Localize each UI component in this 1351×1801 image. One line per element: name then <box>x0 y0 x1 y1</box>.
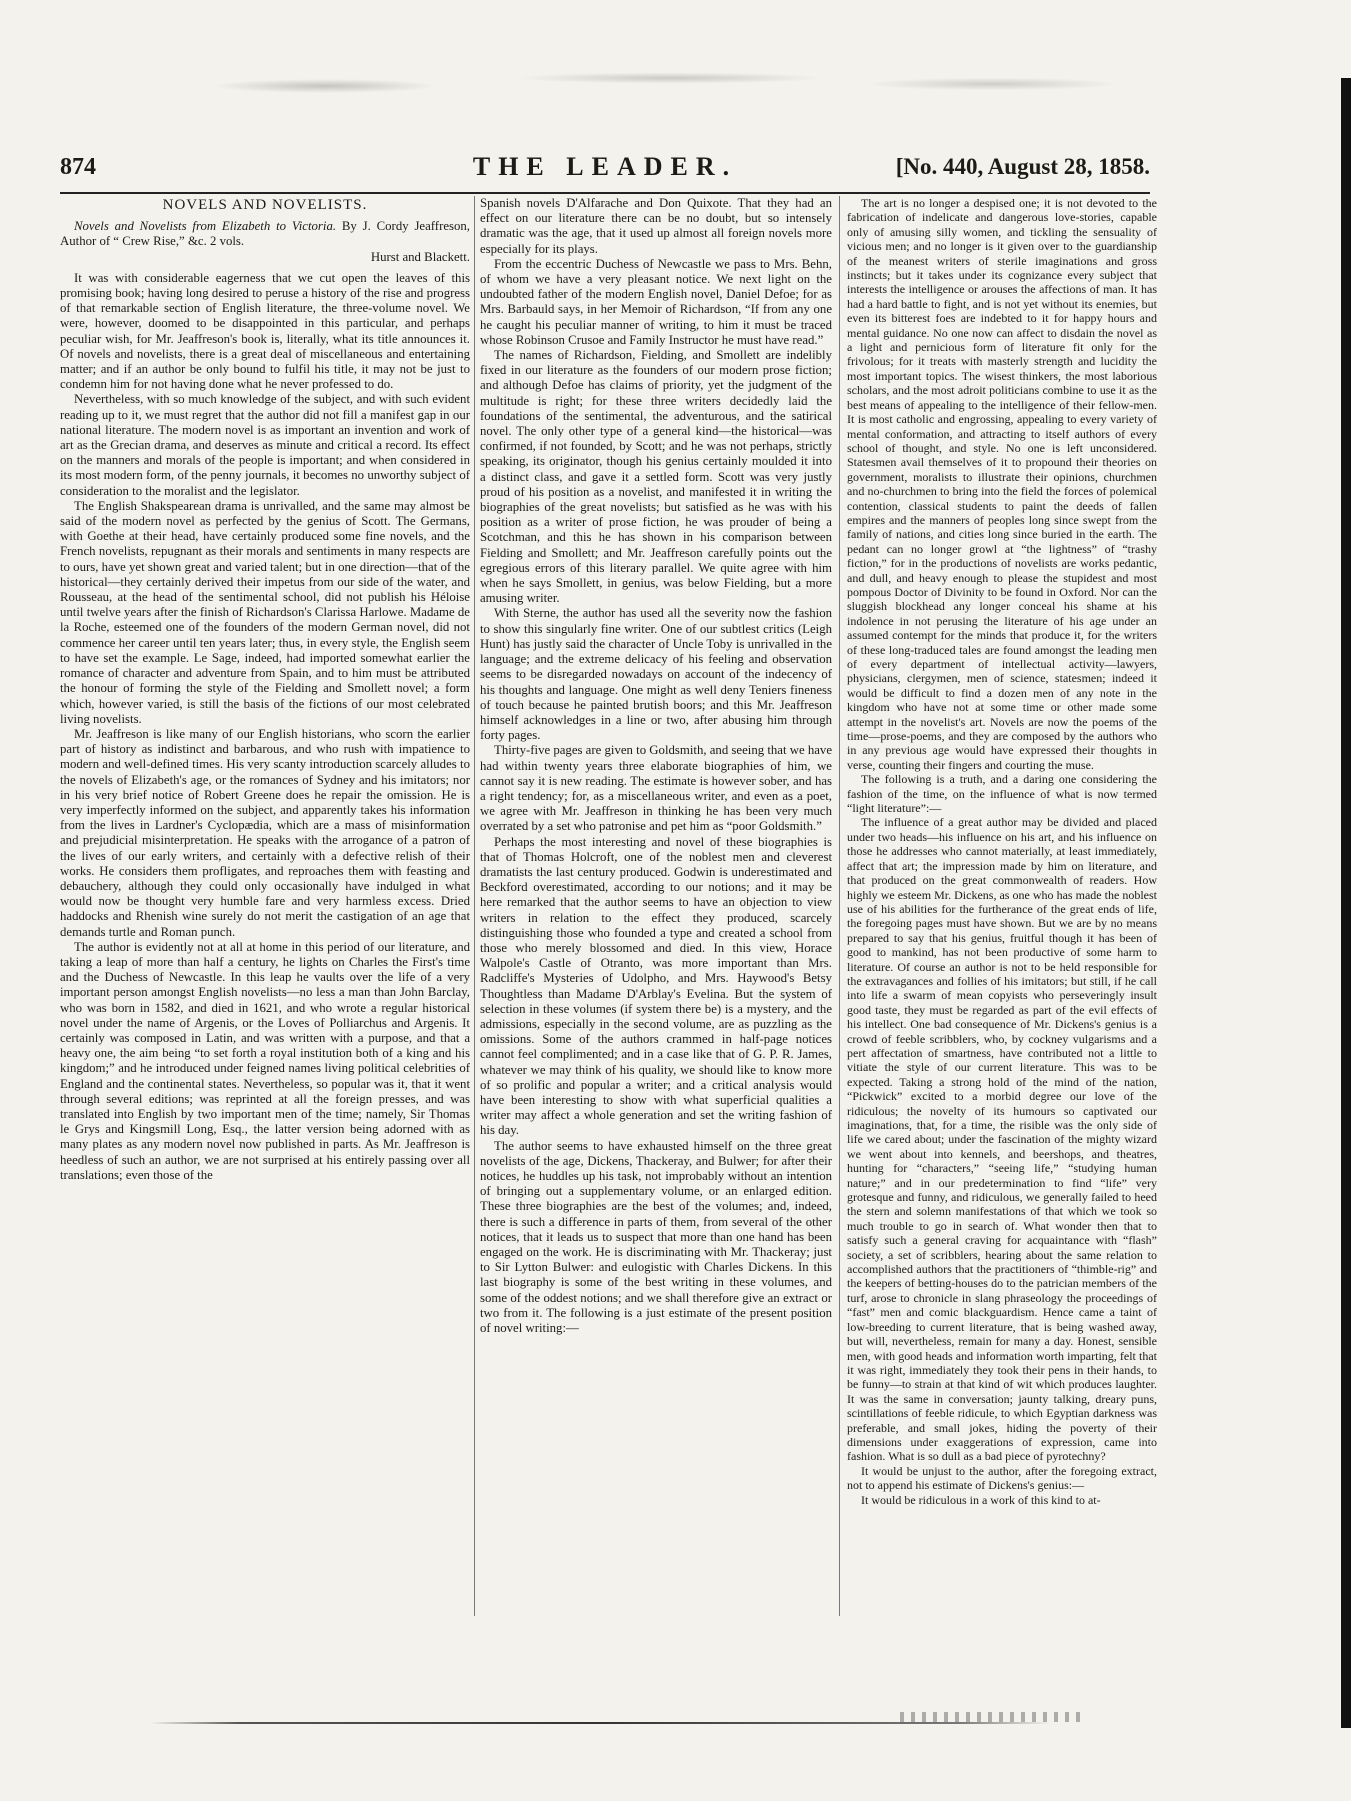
print-specks <box>900 1712 1080 1722</box>
paragraph: With Sterne, the author has used all the severity now the fashion to show this singularly fine writer. One of our subtlest critics (Leigh Hunt) has justly said the character of Uncle Toby is unrivalled in the language; and the extreme delicacy of his feeling and observation seems to be disregarded nowadays on account of the indecency of his thoughts and language. One might as well deny Teniers fineness of touch because he painted brutish boors; and this Mr. Jeaffreson himself acknowledges in a line or two, after abusing him through forty pages. <box>480 606 832 743</box>
paragraph: The author seems to have exhausted himself on the three great novelists of the age, Dickens, Thackeray, and Bulwer; for after their notices, he huddles up his task, not improbably without an intention of bringing out a supplementary volume, or an enlarged edition. These three biographies are the best of the volumes; and, indeed, there is such a difference in parts of them, from several of the other notices, that it leads us to suspect that more than one hand has been engaged on the work. He is discriminating with Mr. Thackeray; just to Sir Lytton Bulwer: and eulogistic with Charles Dickens. In this last biography is some of the best writing in these volumes, and some of the oddest notions; and we shall therefore give an extract or two from it. The following is a just estimate of the present position of novel writing:— <box>480 1138 832 1336</box>
paragraph: Spanish novels D'Alfarache and Don Quixote. That they had an effect on our literature there can be no doubt, but so intensely dramatic was the age, that it used up almost all foreign novels more especially for its plays. <box>480 196 832 256</box>
page-number: 874 <box>60 154 96 180</box>
quoted-paragraph: The influence of a great author may be divided and placed under two heads—his influence on his art, and his influence on those he addresses who cannot materially, at least immediately, affect that art; the impression made by him on literature, and that produced on the great commonwealth of readers. How highly we esteem Mr. Dickens, as one who has made the noblest use of his abilities for the furtherance of the great ends of life, the foregoing pages must have shown. But we are by no means prepared to say that his genius, fruitful though it has been of good to mankind, has not been productive of some harm to literature. Of course an author is not to be held responsible for the extravagances and follies of his imitators; but still, if he call into life a swarm of mean copyists who perseveringly insult good taste, they must be regarded as part of the evil effects of his intellect. One bad consequence of Mr. Dickens's genius is a crowd of feeble scribblers, who, by cockney vulgarisms and a pert affectation of smartness, have contributed not a little to vitiate the style of our current literature. This was to be expected. Taking a strong hold of the mind of the nation, “Pickwick” excited to a morbid degree our love of the ridiculous; the novelty of its humours so captivated our imaginations, that, for a time, the risible was the only side of life we cared about; under the fascination of the mighty wizard we went about into kennels, and beershops, and theatres, hunting for “characters,” “seeing life,” “studying human nature;” and in our predetermination to find “life” very grotesque and funny, and ridiculous, we generally failed to heed the stern and solemn manifestations of that which we took so much trouble to go in search of. What wonder then that to satisfy such a general craving for acquaintance with “flash” society, a set of scribblers, hearing about the same relation to accomplished authors that the practitioners of “thimble-rig” and the keepers of betting-houses do to the patrician members of the turf, arose to chronicle in slang phraseology the proceedings of “fast” men and comic blackguardism. Hence came a taint of low-breeding to current literature, that is being washed away, but will, nevertheless, remain for many a day. Honest, sensible men, with good heads and information worth imparting, felt that it was right, immediately they took their pens in their hands, to be funny—to strain at that kind of wit which produces laughter. It was the same in conversation; jaunty talking, dreary puns, scintillations of feeble ridicule, to which Egyptian darkness was preferable, and small jokes, hiding the poverty of their dimensions under exaggerations of expression, came into fashion. What is so dull as a bad piece of pyrotechny? <box>847 815 1157 1464</box>
paragraph: Nevertheless, with so much knowledge of the subject, and with such evident reading up to it, we must regret that the author did not fill a manifest gap in our national literature. The modern novel is as important an invention and work of art as the Grecian drama, and deserves as minute and critical a record. Its effect on the manners and morals of the people is important; and when considered in its most modern form, of the penny journals, it becomes no unworthy subject of consideration to the moralist and the legislator. <box>60 392 470 498</box>
column-1 <box>60 196 470 1616</box>
paragraph: Perhaps the most interesting and novel of these biographies is that of Thomas Holcroft, one of the noblest men and cleverest dramatists the last century produced. Godwin is underestimated and Beckford overestimated, according to our notions; and it may be here remarked that the author seems to have an objection to view writers in relation to the effect they produced, scarcely distinguishing those who founded a type and created a school from those who merely blossomed and died. In this view, Horace Walpole's Castle of Otranto, was more important than Mrs. Radcliffe's Mysteries of Udolpho, and Mrs. Haywood's Betsy Thoughtless than Madame D'Arblay's Evelina. But the system of selection in these volumes (if system there be) is a mystery, and the admissions, especially in the second volume, are as puzzling as the omissions. Some of the authors crammed in half-page notices cannot feel complimented; and in a case like that of G. P. R. James, whatever we may think of his quality, we should like to know more of so prolific and popular a writer; and a critical analysis would have been interesting to show with what superficial qualities a writer may affect a whole generation and set the writing fashion of his day. <box>480 834 832 1138</box>
paragraph: It would be unjust to the author, after the foregoing extract, not to append his estimate of Dickens's genius:— <box>847 1463 1157 1493</box>
column-3 <box>847 196 1157 1616</box>
paragraph: The following is a truth, and a daring one considering the fashion of the time, on the influence of what is now termed “light literature”:— <box>847 772 1157 816</box>
book-reference <box>60 219 470 265</box>
column-2 <box>480 196 832 1616</box>
masthead <box>60 150 1150 194</box>
paragraph: The names of Richardson, Fielding, and Smollett are indelibly fixed in our literature as the founders of our modern prose fiction; and although Defoe has claims of priority, yet the judgment of the multitude is right; for these three writers decidedly laid the foundations of the sentimental, the adventurous, and the satirical novel. The only other type of a general kind—the historical—was confirmed, if not founded, by Scott; and he was not perhaps, strictly speaking, its originator, though his genius certainly moulded it into a distinct class, and gave it a settled form. Scott was very justly proud of his position as a novelist, and manifested it in writing the biographies of the great novelists; but satisfied as he was with his position as a writer of prose fiction, he was prouder of being a Scotchman, and this he has shown in his comparison between Fielding and Smollett; and Mr. Jeaffreson carefully points out the egregious errors of this literary parallel. We quite agree with him when he says Smollett, in genius, was below Fielding, but a more amusing writer. <box>480 348 832 606</box>
page-edge-shadow <box>1341 78 1351 1728</box>
newspaper-title: THE LEADER. <box>472 152 738 181</box>
paragraph: From the eccentric Duchess of Newcastle we pass to Mrs. Behn, of whom we have a very pleasant notice. We next light on the undoubted father of the modern English novel, Daniel Defoe; for as Mrs. Barbauld says, in her Memoir of Richardson, “If from any one he caught his peculiar manner of writing, to him it must be traced whose Robinson Crusoe and Family Instructor he must have read.” <box>480 256 832 347</box>
paragraph: The author is evidently not at all at home in this period of our literature, and taking a leap of more than half a century, he lights on Charles the First's time and the Duchess of Newcastle. In this leap he vaults over the life of a very important person amongst English novelists—no less a man than John Barclay, who was born in 1582, and died in 1621, and who wrote a regular historical novel under the name of Argenis, or the Loves of Polliarchus and Argenis. It certainly was composed in Latin, and was written with a purpose, and that a heavy one, the aim being “to set forth a royal institution both of a king and his kingdom;” and he introduced under feigned names living political celebrities of England and the continental states. Nevertheless, so popular was it, that it went through several editions; was reprinted at all the foreign presses, and was translated into English by two important men of the time; namely, Sir Thomas le Grys and Kingsmill Long, Esq., the latter version being adorned with as many plates as any modern novel now published in parts. As Mr. Jeaffreson is heedless of such an author, we are not surprised at his entirely passing over all translations; even those of the <box>60 939 470 1182</box>
article-heading: NOVELS AND NOVELISTS. <box>162 197 368 213</box>
column-rule <box>474 196 475 1616</box>
paragraph: Mr. Jeaffreson is like many of our English historians, who scorn the earlier part of history as indistinct and barbarous, and who rush with impatience to modern and well-defined times. His very scanty introduction scarcely alludes to the novels of Elizabeth's age, or the romances of Sydney and his imitators; nor in his very brief notice of Robert Greene does he repair the omission. He is very imperfectly informed on the subject, and apparently takes his information from the lives in Lardner's Cyclopædia, which are a mass of misinformation and prejudicial misinterpretation. He speaks with the arrogance of a patron of the lives of our early writers, and certainly with a defective relish of their works. He considers them profligates, and reproaches them with feasting and debauchery, although they could only occasionally have indulged in what would now be thought very humble fare and very harmless excess. Dried haddocks and Rhenish wine surely do not merit the castigation of an age that demands turtle and Roman punch. <box>60 726 470 939</box>
paragraph: The English Shakspearean drama is unrivalled, and the same may almost be said of the modern novel as perfected by the genius of Scott. The Germans, with Goethe at their head, have certainly produced some fine novels, and the French novelists, repugnant as their morals and sentiments in many respects are to ours, have yet shown great and varied talent; but in one direction—that of the historical—they certainly derived their impetus from our side of the water, and Rousseau, at the head of the sentimental school, did not publish his Héloise until twelve years after the finish of Richardson's Clarissa Harlowe. Madame de la Roche, esteemed one of the founders of the modern German novel, did not commence her career until ten years later; thus, in every style, the English seem to have set the example. Le Sage, indeed, had imported somewhat earlier the romance of character and adventure from Spain, and to him must be attributed the honour of forming the style of the Fielding and Smollett novel; a form which, however varied, is still the basis of the fictions of our most celebrated living novelists. <box>60 498 470 726</box>
column-rule <box>839 196 840 1616</box>
quoted-paragraph: It would be ridiculous in a work of this kind to at- <box>861 1492 1101 1507</box>
book-title: Novels and Novelists from Elizabeth to Victoria. <box>74 219 337 234</box>
issue-date: [No. 440, August 28, 1858. <box>895 154 1150 179</box>
bottom-rule <box>150 1722 1050 1724</box>
quoted-paragraph: The art is no longer a despised one; it is not devoted to the fabrication of indelicate and dangerous love-stories, capable only of amusing silly women, and tickling the sensuality of vicious men; and no longer is it given over to the guardianship of the meanest writers of sterile imaginations and gross instincts; but it takes under its cognizance every subject that interests the intelligence or arouses the affections of man. It has had a hard battle to fight, and is not yet without its enemies, but even its bitterest foes are indebted to it for happy hours and mental guidance. No one now can affect to disdain the novel as a light and pernicious form of literature fit only for the frivolous; for it treats with masterly strength and lucidity the most important topics. The wisest thinkers, the most laborious scholars, and the most adroit politicians combine to use it as the best means of appealing to the intelligence of their fellow-men. It is most catholic and engrossing, appealing to every variety of mental conformation, and attracting to itself authors of every school of thought, and style. No one is left unconsidered. Statesmen avail themselves of it to propound their theories on government, moralists to illustrate their opinions, churchmen and no-churchmen to bring into the field the forces of polemical contention, classical students to paint the deeds of fallen empires and the manners of peoples long since swept from the family of nations, and cities long since buried in the earth. The pedant can no longer growl at “the lightness” of “trashy fiction,” for in the productions of novelists are works pedantic, and dull, and heavy enough to please the stupidest and most pompous Doctor of Divinity to be found in Oxford. Nor can the sluggish blockhead any longer conceal his shame at his indolence in not perusing the literature of his age under an assumed contempt for the minds that produce it, for the writers of these long-traduced tales are found amongst the leading men of every department of intellectual activity—lawyers, physicians, clergymen, men of science, statesmen; indeed it would be difficult to find a dozen men of any note in the kingdom who have not at some time or other made some attempt in the novelist's art. Novels are now the poems of the time—prose-poems, and they are composed by the authors who in any previous age would have expressed their thoughts in verse, counting their fingers and courting the muse. <box>847 196 1157 772</box>
paragraph: Thirty-five pages are given to Goldsmith, and seeing that we have had within twenty years three elaborate biographies of him, we cannot say it is new reading. The estimate is however sober, and has a right tendency; for, as a miscellaneous writer, and even as a poet, we agree with Mr. Jeaffreson in thinking he has been very much overrated by a set who patronise and pet him as “poor Goldsmith.” <box>480 743 832 834</box>
book-publisher: Hurst and Blackett. <box>370 249 470 264</box>
book-author: By J. Cordy Jeaffreson, Author of “ Crew Rise,” &c. 2 vols. <box>60 219 470 249</box>
paragraph: It was with considerable eagerness that we cut open the leaves of this promising book; having long desired to peruse a history of the rise and progress of that remarkable section of English literature, the three-volume novel. We were, however, doomed to be disappointed in this particular, and perhaps peculiar wish, for Mr. Jeaffreson's book is, literally, what its title announces it. Of novels and novelists, there is a great deal of miscellaneous and entertaining matter; and if an author be only bound to fulfil his title, it may not be just to condemn him for not having done what he never professed to do. <box>60 270 470 392</box>
print-smudge <box>95 62 1245 102</box>
